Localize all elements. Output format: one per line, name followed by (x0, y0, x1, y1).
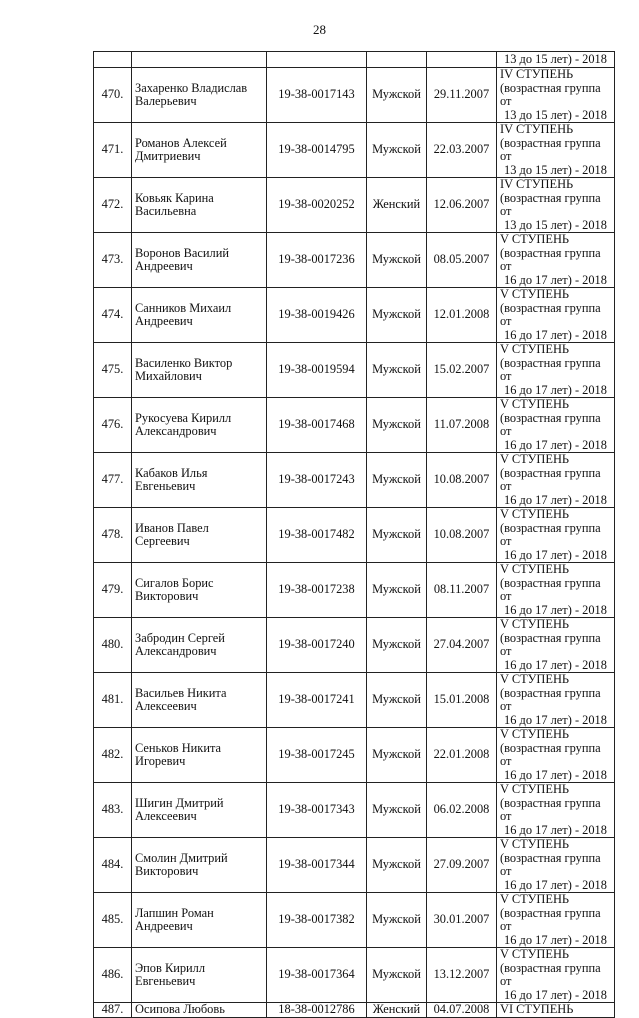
table-row (94, 948, 615, 1003)
table-row (94, 673, 615, 728)
cell-sex: Мужской (367, 68, 427, 123)
name-line-1: Эпов Кирилл (135, 960, 206, 975)
cell-birthdate: 15.02.2007 (427, 343, 497, 398)
step-label: V СТУПЕНЬ (500, 287, 570, 301)
age-group-line-2: 16 до 17 лет) - 2018 (504, 822, 607, 837)
cell-birthdate: 11.07.2008 (427, 398, 497, 453)
age-group-line-2: 16 до 17 лет) - 2018 (504, 987, 607, 1002)
cell-sex: Мужской (367, 563, 427, 618)
step-label: V СТУПЕНЬ (500, 562, 570, 576)
age-group-line-1: (возрастная группа от (500, 685, 601, 713)
name-line-2: Сергеевич (135, 534, 190, 548)
age-group-line-2: 16 до 17 лет) - 2018 (504, 932, 607, 947)
cell-step (497, 783, 615, 838)
age-group-line-1: (возрастная группа от (500, 905, 601, 933)
cell-step (497, 123, 615, 178)
cell-sex: Мужской (367, 783, 427, 838)
table-row (94, 288, 615, 343)
age-group-line-2: 16 до 17 лет) - 2018 (504, 877, 607, 892)
cell-id: 19-38-0017468 (267, 398, 367, 453)
age-group-line-2: 16 до 17 лет) - 2018 (504, 382, 607, 397)
age-group-line-2: 16 до 17 лет) - 2018 (504, 437, 607, 452)
cell-name (132, 52, 267, 68)
cell-name (132, 618, 267, 673)
age-group-line-2: 16 до 17 лет) - 2018 (504, 272, 607, 287)
step-label: V СТУПЕНЬ (500, 232, 570, 246)
cell-id (267, 52, 367, 68)
cell-name (132, 343, 267, 398)
age-group-line-1: (возрастная группа от (500, 795, 601, 823)
name-line-2: Дмитриевич (135, 149, 201, 163)
cell-sex: Мужской (367, 343, 427, 398)
step-label: V СТУПЕНЬ (500, 397, 570, 411)
age-group-line-1: (возрастная группа от (500, 465, 601, 493)
step-label: V СТУПЕНЬ (500, 727, 570, 741)
cell-name (132, 563, 267, 618)
table-row (94, 68, 615, 123)
name-line-1: Кабаков Илья (135, 465, 208, 480)
cell-sex: Мужской (367, 838, 427, 893)
age-group-line-1: (возрастная группа от (500, 355, 601, 383)
cell-step (497, 673, 615, 728)
cell-number: 475. (94, 343, 132, 398)
cell-number: 470. (94, 68, 132, 123)
cell-number: 479. (94, 563, 132, 618)
cell-name (132, 288, 267, 343)
cell-id: 19-38-0020252 (267, 178, 367, 233)
age-group-line-2: 13 до 15 лет) - 2018 (504, 217, 607, 232)
age-group-line-2: 16 до 17 лет) - 2018 (504, 712, 607, 727)
table-row (94, 508, 615, 563)
cell-birthdate: 27.04.2007 (427, 618, 497, 673)
table-row (94, 453, 615, 508)
cell-sex: Женский (367, 1003, 427, 1018)
age-group-line-1: (возрастная группа от (500, 410, 601, 438)
age-group-line-1: (возрастная группа от (500, 80, 601, 108)
name-line-1: Сеньков Никита (135, 740, 222, 755)
cell-birthdate: 12.06.2007 (427, 178, 497, 233)
name-line-2: Игоревич (135, 754, 186, 768)
cell-birthdate: 04.07.2008 (427, 1003, 497, 1018)
cell-id: 18-38-0012786 (267, 1003, 367, 1018)
cell-name (132, 948, 267, 1003)
cell-step (497, 68, 615, 123)
cell-id: 19-38-0019594 (267, 343, 367, 398)
cell-name (132, 508, 267, 563)
age-group-line-1: (возрастная группа от (500, 190, 601, 218)
name-line-2: Михайлович (135, 369, 202, 383)
cell-sex: Мужской (367, 508, 427, 563)
step-label: IV СТУПЕНЬ (500, 122, 574, 136)
step-label: V СТУПЕНЬ (500, 342, 570, 356)
table-row (94, 838, 615, 893)
cell-id: 19-38-0017143 (267, 68, 367, 123)
age-group-line-2: 16 до 17 лет) - 2018 (504, 327, 607, 342)
cell-number: 482. (94, 728, 132, 783)
cell-birthdate: 08.05.2007 (427, 233, 497, 288)
name-line-1: Иванов Павел (135, 520, 209, 535)
cell-number: 472. (94, 178, 132, 233)
cell-name (132, 398, 267, 453)
name-line-2: Викторович (135, 589, 199, 603)
table-row (94, 728, 615, 783)
cell-birthdate (427, 52, 497, 68)
cell-birthdate: 22.03.2007 (427, 123, 497, 178)
cell-birthdate: 27.09.2007 (427, 838, 497, 893)
continuation-row (94, 52, 615, 68)
age-group-line-1: (возрастная группа от (500, 630, 601, 658)
cell-id: 19-38-0017343 (267, 783, 367, 838)
cell-number: 481. (94, 673, 132, 728)
step-label: V СТУПЕНЬ (500, 782, 570, 796)
table-row (94, 783, 615, 838)
cell-number: 477. (94, 453, 132, 508)
age-group-line-1: (возрастная группа от (500, 740, 601, 768)
cell-birthdate: 10.08.2007 (427, 508, 497, 563)
name-line-2: Андреевич (135, 314, 193, 328)
cell-birthdate: 12.01.2008 (427, 288, 497, 343)
age-group-line-1: (возрастная группа от (500, 960, 601, 988)
cell-birthdate: 15.01.2008 (427, 673, 497, 728)
name-line-1: Воронов Василий (135, 245, 229, 260)
cell-number: 486. (94, 948, 132, 1003)
cell-step (497, 838, 615, 893)
age-group-line-2: 16 до 17 лет) - 2018 (504, 492, 607, 507)
cell-step (497, 398, 615, 453)
name-line-1: Лапшин Роман (135, 905, 214, 920)
cell-step: VI СТУПЕНЬ (497, 1003, 615, 1018)
age-group-line-1: (возрастная группа от (500, 245, 601, 273)
cell-name (132, 178, 267, 233)
name-line-1: Захаренко Владислав (135, 80, 248, 95)
cell-step (497, 453, 615, 508)
cell-step (497, 178, 615, 233)
cell-name (132, 233, 267, 288)
name-line-1: Забродин Сергей (135, 630, 225, 645)
cell-sex: Мужской (367, 398, 427, 453)
cell-name (132, 893, 267, 948)
cell-name (132, 453, 267, 508)
cell-name (132, 783, 267, 838)
name-line-2: Алексеевич (135, 699, 197, 713)
name-line-1: Рукосуева Кирилл (135, 410, 232, 425)
cell-id: 19-38-0014795 (267, 123, 367, 178)
cell-birthdate: 22.01.2008 (427, 728, 497, 783)
cell-number: 471. (94, 123, 132, 178)
cell-id: 19-38-0017482 (267, 508, 367, 563)
name-line-2: Андреевич (135, 259, 193, 273)
table-row (94, 893, 615, 948)
age-group-line-1: (возрастная группа от (500, 850, 601, 878)
name-line-2: Евгеньевич (135, 479, 196, 493)
cell-step (497, 343, 615, 398)
participants-table-body (94, 52, 615, 1018)
cell-number: 487. (94, 1003, 132, 1018)
cell-birthdate: 06.02.2008 (427, 783, 497, 838)
name-line-2: Викторович (135, 864, 199, 878)
cell-sex (367, 52, 427, 68)
name-line-1: Санников Михаил (135, 300, 232, 315)
page-number: 28 (313, 22, 326, 37)
cell-sex: Женский (367, 178, 427, 233)
cell-step (497, 288, 615, 343)
table-row (94, 233, 615, 288)
step-label: V СТУПЕНЬ (500, 617, 570, 631)
cell-birthdate: 10.08.2007 (427, 453, 497, 508)
cell-birthdate: 29.11.2007 (427, 68, 497, 123)
cell-step (497, 728, 615, 783)
cell-name (132, 728, 267, 783)
cell-number (94, 52, 132, 68)
name-line-1: Ковьяк Карина (135, 190, 214, 205)
step-label: IV СТУПЕНЬ (500, 177, 574, 191)
name-line-1: Смолин Дмитрий (135, 850, 228, 865)
cell-id: 19-38-0017245 (267, 728, 367, 783)
cell-id: 19-38-0017241 (267, 673, 367, 728)
cell-id: 19-38-0017364 (267, 948, 367, 1003)
cell-step (497, 563, 615, 618)
cell-name (132, 673, 267, 728)
step-label: V СТУПЕНЬ (500, 452, 570, 466)
step-label: V СТУПЕНЬ (500, 947, 570, 961)
cell-step (497, 233, 615, 288)
cell-sex: Мужской (367, 893, 427, 948)
cell-sex: Мужской (367, 288, 427, 343)
cell-name (132, 838, 267, 893)
table-row-last (94, 1003, 615, 1018)
cell-step: 13 до 15 лет) - 2018 (497, 52, 615, 68)
table-row (94, 398, 615, 453)
cell-number: 478. (94, 508, 132, 563)
name-line-2: Андреевич (135, 919, 193, 933)
table-row (94, 178, 615, 233)
name-line-2: Васильевна (135, 204, 197, 218)
age-group-line-1: (возрастная группа от (500, 575, 601, 603)
cell-sex: Мужской (367, 948, 427, 1003)
cell-step (497, 618, 615, 673)
cell-number: 474. (94, 288, 132, 343)
step-label: V СТУПЕНЬ (500, 507, 570, 521)
name-line-2: Александрович (135, 644, 217, 658)
name-line-1: Шигин Дмитрий (135, 795, 224, 810)
cell-number: 480. (94, 618, 132, 673)
cell-number: 484. (94, 838, 132, 893)
cell-name (132, 123, 267, 178)
cell-step (497, 508, 615, 563)
participants-table (93, 51, 615, 1018)
cell-birthdate: 08.11.2007 (427, 563, 497, 618)
cell-id: 19-38-0017238 (267, 563, 367, 618)
name-line-2: Александрович (135, 424, 217, 438)
cell-name: Осипова Любовь (132, 1003, 267, 1018)
name-line-1: Васильев Никита (135, 685, 227, 700)
table-row (94, 563, 615, 618)
age-group-line-2: 16 до 17 лет) - 2018 (504, 602, 607, 617)
name-line-2: Алексеевич (135, 809, 197, 823)
cell-number: 483. (94, 783, 132, 838)
age-group-line-2: 16 до 17 лет) - 2018 (504, 547, 607, 562)
step-label: V СТУПЕНЬ (500, 837, 570, 851)
cell-sex: Мужской (367, 673, 427, 728)
cell-id: 19-38-0017243 (267, 453, 367, 508)
age-group-line-1: (возрастная группа от (500, 520, 601, 548)
age-group-line-1: (возрастная группа от (500, 300, 601, 328)
name-line-1: Романов Алексей (135, 135, 227, 150)
step-label: V СТУПЕНЬ (500, 892, 570, 906)
table-row (94, 618, 615, 673)
cell-birthdate: 13.12.2007 (427, 948, 497, 1003)
cell-id: 19-38-0017236 (267, 233, 367, 288)
name-line-1: Василенко Виктор (135, 355, 233, 370)
age-group-line-2: 16 до 17 лет) - 2018 (504, 767, 607, 782)
cell-sex: Мужской (367, 618, 427, 673)
age-group-line-2: 13 до 15 лет) - 2018 (504, 107, 607, 122)
age-group-line-1: (возрастная группа от (500, 135, 601, 163)
cell-id: 19-38-0017382 (267, 893, 367, 948)
cell-step (497, 893, 615, 948)
cell-sex: Мужской (367, 728, 427, 783)
name-line-2: Валерьевич (135, 94, 197, 108)
name-line-1: Сигалов Борис (135, 575, 214, 590)
cell-step (497, 948, 615, 1003)
step-label: V СТУПЕНЬ (500, 672, 570, 686)
cell-id: 19-38-0017344 (267, 838, 367, 893)
cell-number: 476. (94, 398, 132, 453)
table-row (94, 343, 615, 398)
cell-id: 19-38-0017240 (267, 618, 367, 673)
cell-number: 485. (94, 893, 132, 948)
age-group-line-2: 13 до 15 лет) - 2018 (504, 162, 607, 177)
cell-sex: Мужской (367, 453, 427, 508)
cell-sex: Мужской (367, 123, 427, 178)
cell-name (132, 68, 267, 123)
cell-id: 19-38-0019426 (267, 288, 367, 343)
table-row (94, 123, 615, 178)
cell-sex: Мужской (367, 233, 427, 288)
cell-birthdate: 30.01.2007 (427, 893, 497, 948)
name-line-2: Евгеньевич (135, 974, 196, 988)
cell-number: 473. (94, 233, 132, 288)
age-group-line-2: 16 до 17 лет) - 2018 (504, 657, 607, 672)
step-label: IV СТУПЕНЬ (500, 67, 574, 81)
